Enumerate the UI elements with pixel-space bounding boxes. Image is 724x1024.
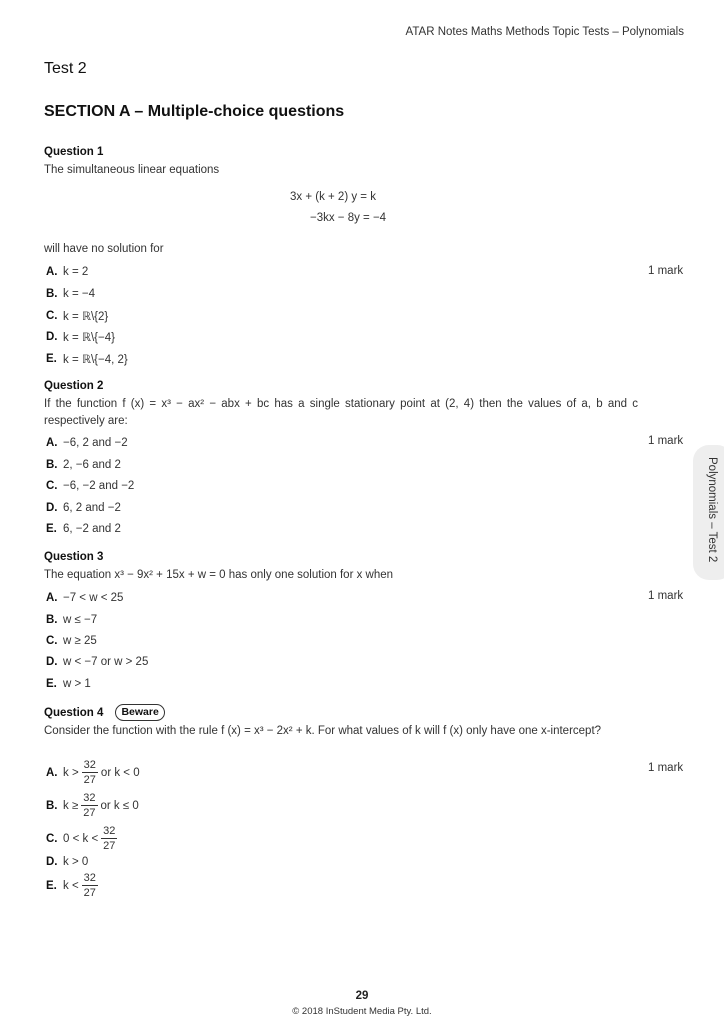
q3-option-d[interactable]: D. w < −7 or w > 25 xyxy=(46,656,149,668)
q1-option-b[interactable]: B. k = −4 xyxy=(46,288,95,300)
q2-option-e[interactable]: E. 6, −2 and 2 xyxy=(46,523,121,535)
q1-option-d[interactable]: D. k = ℝ\{−4} xyxy=(46,331,115,344)
question-3-text: The equation x³ − 9x² + 15x + w = 0 has only one solution for x when xyxy=(44,569,394,581)
q4-option-a[interactable]: A. k > $\frac{32}{27}$ or k < 0 xyxy=(46,759,140,786)
beware-badge: Beware xyxy=(115,704,164,721)
q2-option-b[interactable]: B. 2, −6 and 2 xyxy=(46,459,121,471)
q1-option-e[interactable]: E. k = ℝ\{−4, 2} xyxy=(46,353,128,366)
fraction: $\frac{32}{27}$ xyxy=(83,759,96,786)
fraction: $\frac{32}{27}$ xyxy=(83,792,96,819)
running-header: ATAR Notes Maths Methods Topic Tests – Polynomials xyxy=(405,26,684,38)
q4-option-e[interactable]: E. k < $\frac{32}{27}$ xyxy=(46,872,96,899)
q1-option-c[interactable]: C. k = ℝ\{2} xyxy=(46,310,109,323)
question-4-heading: Question 4 Beware xyxy=(44,704,165,721)
q3-option-c[interactable]: C. w ≥ 25 xyxy=(46,635,97,647)
q1-option-a[interactable]: A. k = 2 xyxy=(46,266,89,278)
fraction: $\frac{32}{27}$ xyxy=(103,825,116,852)
q4-option-c[interactable]: C. 0 < k < $\frac{32}{27}$ xyxy=(46,825,116,852)
q2-option-c[interactable]: C. −6, −2 and −2 xyxy=(46,480,135,492)
question-3-heading: Question 3 xyxy=(44,551,104,563)
copyright: © 2018 InStudent Media Pty. Ltd. xyxy=(292,1006,432,1017)
side-tab: Polynomials – Test 2 xyxy=(693,445,724,580)
question-1-heading: Question 1 xyxy=(44,146,104,158)
question-2-text: If the function f (x) = x³ − ax² − abx + bc has a single stationary point at (2, 4) then the values of a, b and c respectively are: xyxy=(44,398,638,427)
section-title: SECTION A – Multiple-choice questions xyxy=(44,103,345,120)
question-1-tail: will have no solution for xyxy=(44,243,164,255)
question-1-intro: The simultaneous linear equations xyxy=(44,164,220,176)
question-3-mark: 1 mark xyxy=(648,590,684,602)
q3-option-e[interactable]: E. w > 1 xyxy=(46,678,91,690)
question-4-text: Consider the function with the rule f (x) = x³ − 2x² + k. For what values of k will f (x) only have one x-intercept? xyxy=(44,725,602,737)
equation-2: −3kx − 8y = −4 xyxy=(310,212,387,224)
question-1-mark: 1 mark xyxy=(648,265,684,277)
fraction: $\frac{32}{27}$ xyxy=(83,872,96,899)
test-title: Test 2 xyxy=(44,60,87,77)
question-2-heading: Question 2 xyxy=(44,380,104,392)
question-4-mark: 1 mark xyxy=(648,762,684,774)
q2-option-a[interactable]: A. −6, 2 and −2 xyxy=(46,437,128,449)
equation-1: 3x + (k + 2) y = k xyxy=(290,191,376,203)
q4-option-d[interactable]: D. k > 0 xyxy=(46,856,89,868)
q3-option-b[interactable]: B. w ≤ −7 xyxy=(46,614,98,626)
q2-option-d[interactable]: D. 6, 2 and −2 xyxy=(46,502,121,514)
q3-option-a[interactable]: A. −7 < w < 25 xyxy=(46,592,124,604)
question-2-mark: 1 mark xyxy=(648,435,684,447)
page-number: 29 xyxy=(355,990,369,1002)
q4-option-b[interactable]: B. k ≥ $\frac{32}{27}$ or k ≤ 0 xyxy=(46,792,139,819)
